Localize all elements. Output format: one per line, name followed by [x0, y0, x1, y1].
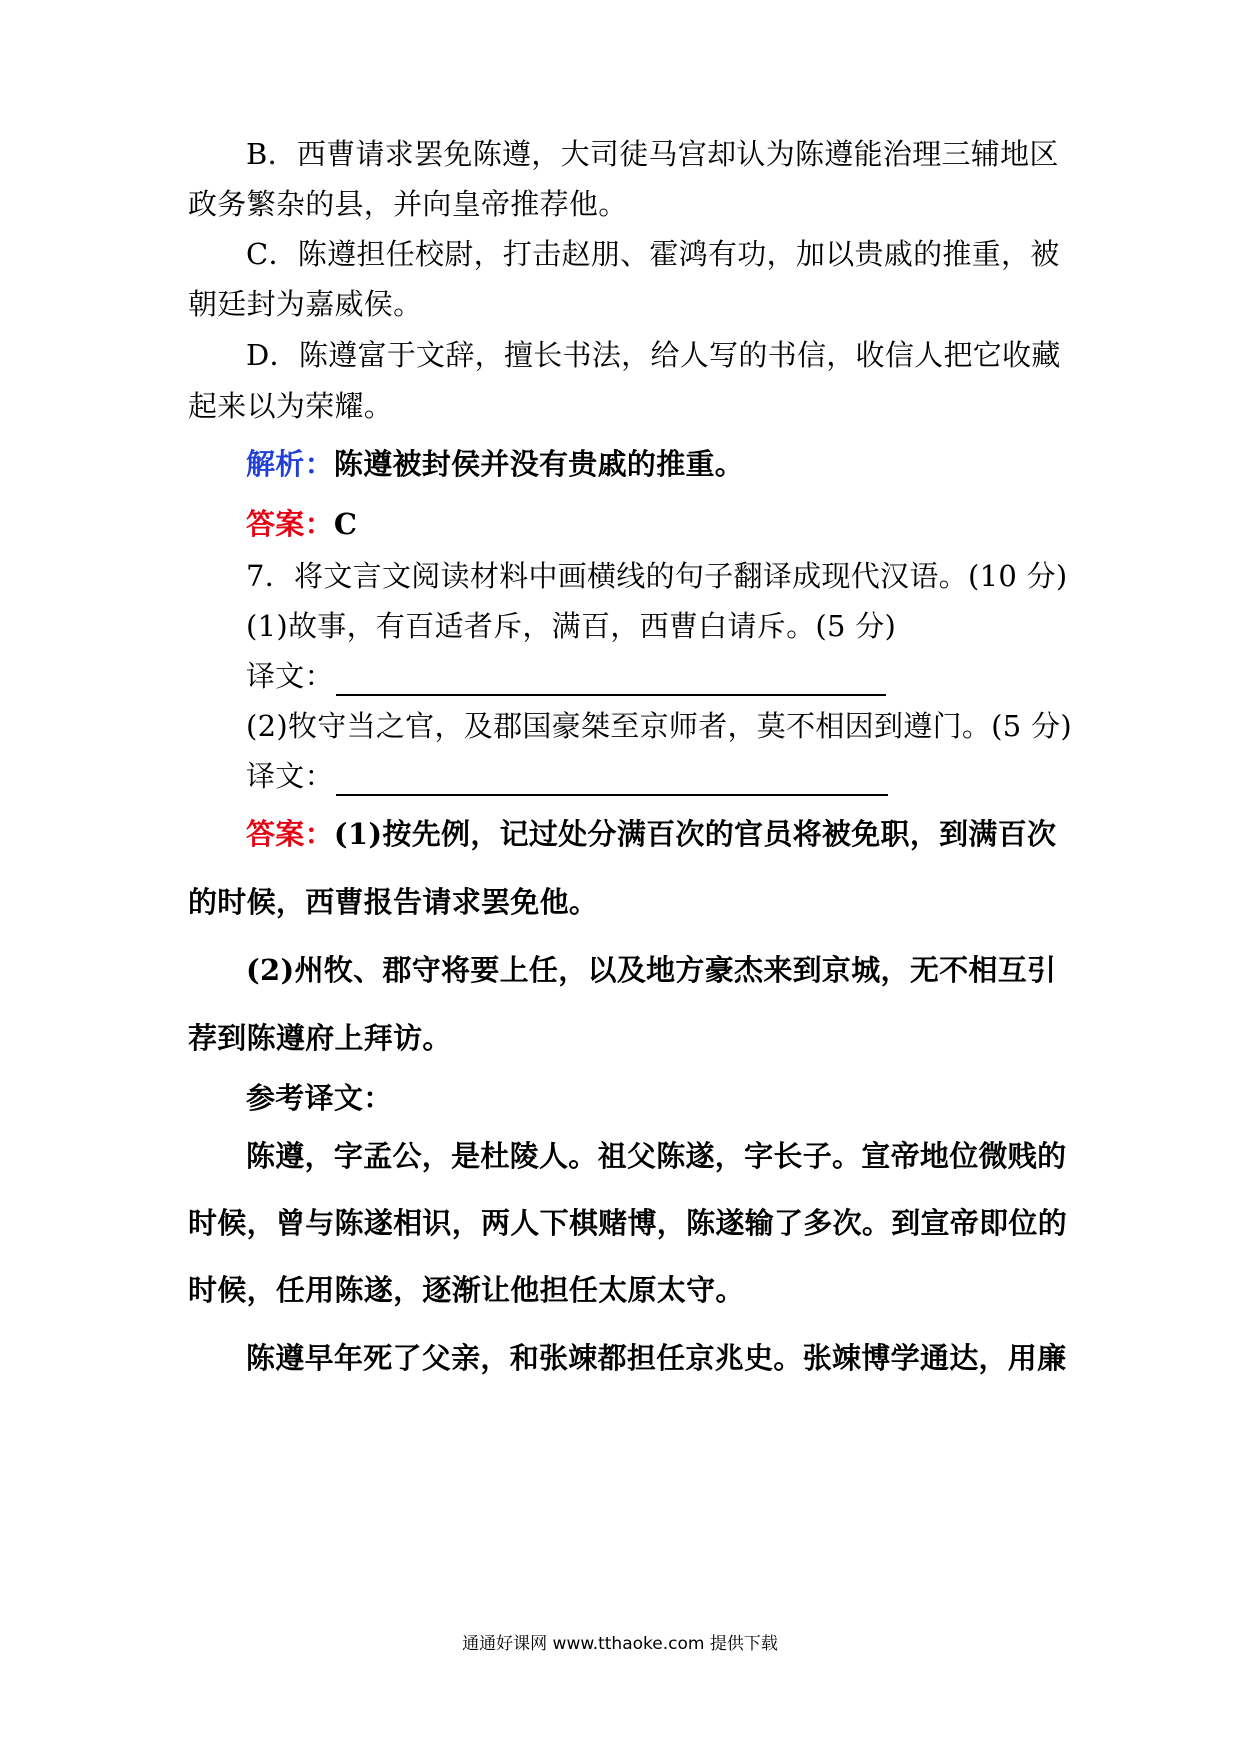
- answer-6-label: 答案：: [246, 507, 334, 541]
- answer-6-line: [246, 504, 1060, 544]
- page-footer: 通通好课网 www.tthaoke.com 提供下载: [462, 1634, 778, 1654]
- answer-6-text: C: [333, 507, 358, 541]
- answer-7-line-4: 荐到陈遵府上拜访。: [188, 1021, 452, 1055]
- reference-p1-line-1: 陈遵，字孟公，是杜陵人。祖父陈遂，字长子。宣帝地位微贱的: [246, 1139, 1067, 1173]
- option-b-line-1: B．西曹请求罢免陈遵，大司徒马宫却认为陈遵能治理三辅地区: [246, 137, 1059, 171]
- analysis-line: [246, 444, 1060, 484]
- option-d-line-2: 起来以为荣耀。: [188, 389, 394, 423]
- answer-7-text-1: (1)按先例，记过处分满百次的官员将被免职，到满百次: [333, 817, 1057, 851]
- translation-blank-1: [246, 656, 1060, 696]
- option-c-line-1: C．陈遵担任校尉，打击赵朋、霍鸿有功，加以贵戚的推重，被: [246, 237, 1060, 271]
- option-b-line-2: 政务繁杂的县，并向皇帝推荐他。: [188, 187, 628, 221]
- reference-title: 参考译文：: [246, 1081, 393, 1115]
- analysis-label: 解析：: [246, 447, 334, 481]
- option-c-line-2: 朝廷封为嘉威侯。: [188, 287, 423, 321]
- answer-7-line-2: 的时候，西曹报告请求罢免他。: [188, 885, 599, 919]
- reference-p2-line-1: 陈遵早年死了父亲，和张竦都担任京兆史。张竦博学通达，用廉: [246, 1341, 1067, 1375]
- answer-underline-2: [336, 764, 888, 796]
- option-d-line-1: D．陈遵富于文辞，擅长书法，给人写的书信，收信人把它收藏: [246, 338, 1061, 372]
- analysis-text: 陈遵被封侯并没有贵戚的推重。: [333, 447, 745, 481]
- question-7-sub-1: (1)故事，有百适者斥，满百，西曹白请斥。(5 分): [246, 609, 897, 643]
- reference-p1-line-2: 时候，曾与陈遂相识，两人下棋赌博，陈遂输了多次。到宣帝即位的: [188, 1206, 1068, 1240]
- translation-blank-2: [246, 756, 1060, 796]
- answer-underline-1: [336, 664, 886, 696]
- question-7-title: 7．将文言文阅读材料中画横线的句子翻译成现代汉语。(10 分): [246, 559, 1068, 593]
- translation-label-1: 译文：: [246, 659, 334, 693]
- answer-7-line-1: [246, 814, 1060, 854]
- translation-label-2: 译文：: [246, 759, 334, 793]
- question-7-sub-2: (2)牧守当之官，及郡国豪桀至京师者，莫不相因到遵门。(5 分): [246, 709, 1072, 743]
- answer-7-label: 答案：: [246, 817, 334, 851]
- reference-p1-line-3: 时候，任用陈遂，逐渐让他担任太原太守。: [188, 1273, 745, 1307]
- answer-7-line-3: (2)州牧、郡守将要上任，以及地方豪杰来到京城，无不相互引: [246, 953, 1057, 987]
